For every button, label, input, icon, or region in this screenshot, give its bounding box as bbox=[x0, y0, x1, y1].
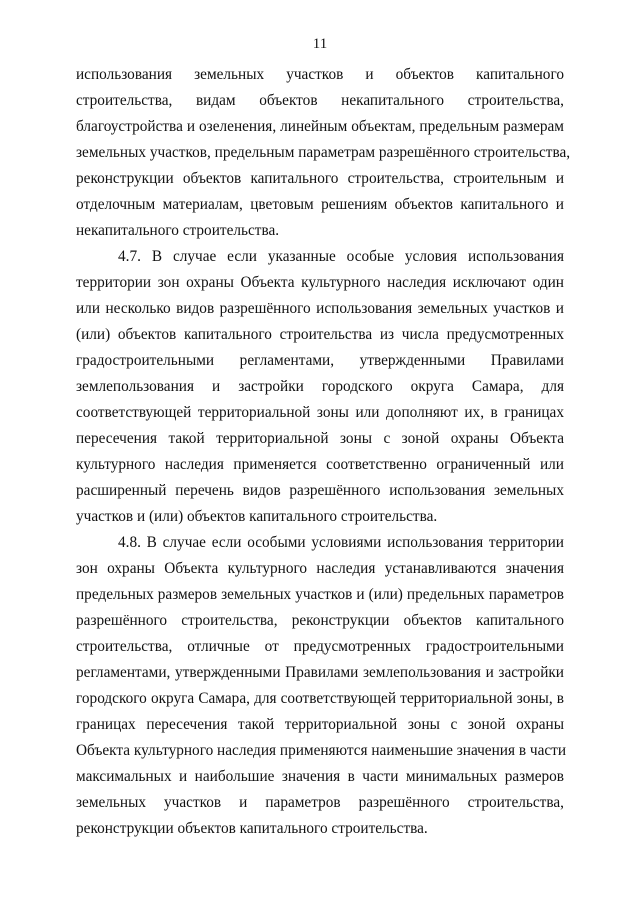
text-line: использования земельных участков и объектов капитального bbox=[76, 66, 564, 83]
text-line: земельных участков и параметров разрешённого строительства, bbox=[76, 794, 564, 811]
text-line: пересечения такой территориальной зоны с зоной охраны Объекта bbox=[76, 430, 564, 447]
paragraph-continuation bbox=[76, 62, 571, 244]
paragraph-first-line: 4.8. В случае если особыми условиями использования территории bbox=[118, 534, 564, 551]
text-line: реконструкции объектов капитального строительства. bbox=[76, 820, 428, 837]
text-line: реконструкции объектов капитального строительства, строительным и bbox=[76, 170, 564, 187]
text-line: регламентами, утвержденными Правилами землепользования и застройки bbox=[76, 664, 564, 681]
text-line: некапитального строительства. bbox=[76, 222, 280, 239]
text-line: разрешённого строительства, реконструкции объектов капитального bbox=[76, 612, 564, 629]
text-line: Объекта культурного наследия применяются наименьшие значения в части bbox=[76, 742, 567, 759]
paragraph-4-8 bbox=[76, 530, 567, 842]
text-line: участков и (или) объектов капитального строительства. bbox=[76, 508, 438, 525]
document-body bbox=[76, 62, 571, 842]
text-line: благоустройства и озеленения, линейным объектам, предельным размерам bbox=[76, 118, 564, 135]
text-line: градостроительными регламентами, утвержденными Правилами bbox=[76, 352, 564, 369]
text-line: соответствующей территориальной зоны или дополняют их, в границах bbox=[76, 404, 564, 421]
text-line: строительства, отличные от предусмотренных градостроительными bbox=[76, 638, 564, 655]
text-line: культурного наследия применяется соответственно ограниченный или bbox=[76, 456, 564, 473]
text-line: земельных участков, предельным параметрам разрешённого строительства, bbox=[76, 144, 571, 161]
text-line: или несколько видов разрешённого использования земельных участков и bbox=[76, 300, 564, 317]
text-line: территории зон охраны Объекта культурного наследия исключают один bbox=[76, 274, 564, 291]
text-line: городского округа Самара, для соответствующей территориальной зоны, в bbox=[76, 690, 564, 707]
paragraph-4-7 bbox=[76, 244, 564, 530]
text-line: границах пересечения такой территориальной зоны с зоной охраны bbox=[76, 716, 564, 733]
text-line: максимальных и наибольшие значения в части минимальных размеров bbox=[76, 768, 564, 785]
text-line: предельных размеров земельных участков и (или) предельных параметров bbox=[76, 586, 564, 603]
text-line: отделочным материалам, цветовым решениям объектов капитального и bbox=[76, 196, 564, 213]
page-number: 11 bbox=[312, 36, 328, 52]
text-line: (или) объектов капитального строительства из числа предусмотренных bbox=[76, 326, 564, 343]
text-line: строительства, видам объектов некапитального строительства, bbox=[76, 92, 564, 109]
text-line: расширенный перечень видов разрешённого использования земельных bbox=[76, 482, 564, 499]
text-line: землепользования и застройки городского округа Самара, для bbox=[76, 378, 564, 395]
paragraph-first-line: 4.7. В случае если указанные особые условия использования bbox=[118, 248, 564, 265]
text-line: зон охраны Объекта культурного наследия устанавливаются значения bbox=[76, 560, 564, 577]
